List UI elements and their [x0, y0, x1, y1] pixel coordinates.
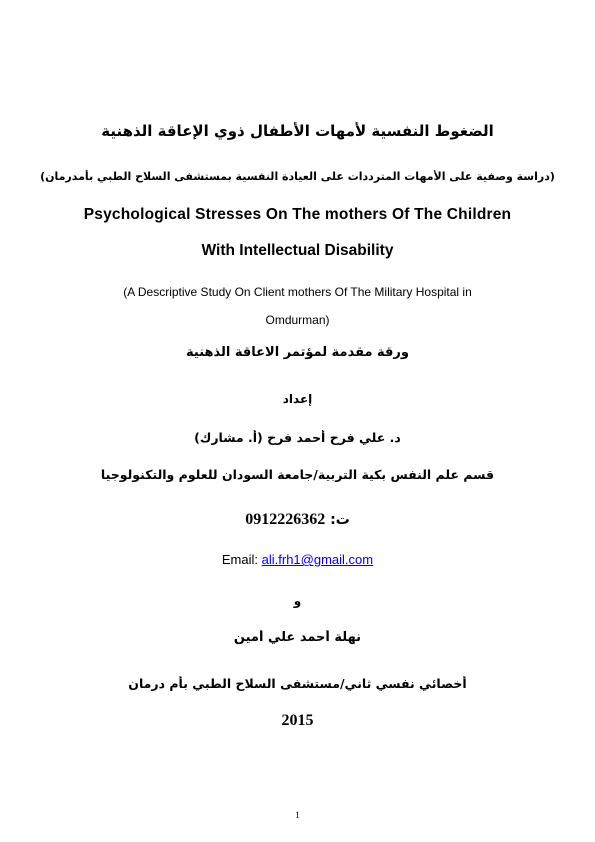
paper-note-arabic: ورقة مقدمة لمؤتمر الاعاقة الذهنية: [186, 345, 409, 360]
title-arabic: الضغوط النفسية لأمهات الأطفال ذوي الإعاقة الذهنية: [101, 122, 494, 140]
subtitle-arabic: (دراسة وصفية على الأمهات المترددات على العيادة النفسية بمستشفى السلاح الطبي بأمدرمان): [40, 170, 555, 183]
email-line: [40, 552, 555, 567]
year: 2015: [281, 712, 314, 729]
author-1-arabic: د. علي فرح أحمد فرح (أ. مشارك): [194, 430, 401, 445]
author-2-arabic: نهلة أحمد علي أمين: [233, 630, 362, 645]
subtitle-english-line-1: (A Descriptive Study On Client mothers Of The Military Hospital in: [123, 285, 472, 299]
subtitle-english-line-2: Omdurman): [265, 313, 330, 327]
phone-line: [40, 511, 555, 529]
title-english-line-1: Psychological Stresses On The mothers Of The Children: [83, 206, 512, 223]
page-number: 1: [295, 810, 300, 820]
email-link[interactable]: ali.frh1@gmail.com: [261, 552, 374, 567]
affiliation-2-arabic: أخصائي نفسي ثاني/مستشفى السلاح الطبي بأم درمان: [128, 676, 467, 691]
prepared-by-arabic: إعداد: [282, 392, 313, 406]
phone-label: ت:: [330, 512, 350, 528]
phone-number: 0912226362: [245, 511, 326, 528]
title-english-line-2: With Intellectual Disability: [201, 242, 394, 259]
affiliation-1-arabic: قسم علم النفس بكية التربية/جامعة السودان للعلوم والتكنولوجيا: [100, 467, 495, 482]
email-label: Email:: [221, 552, 259, 567]
and-arabic: و: [293, 594, 302, 608]
